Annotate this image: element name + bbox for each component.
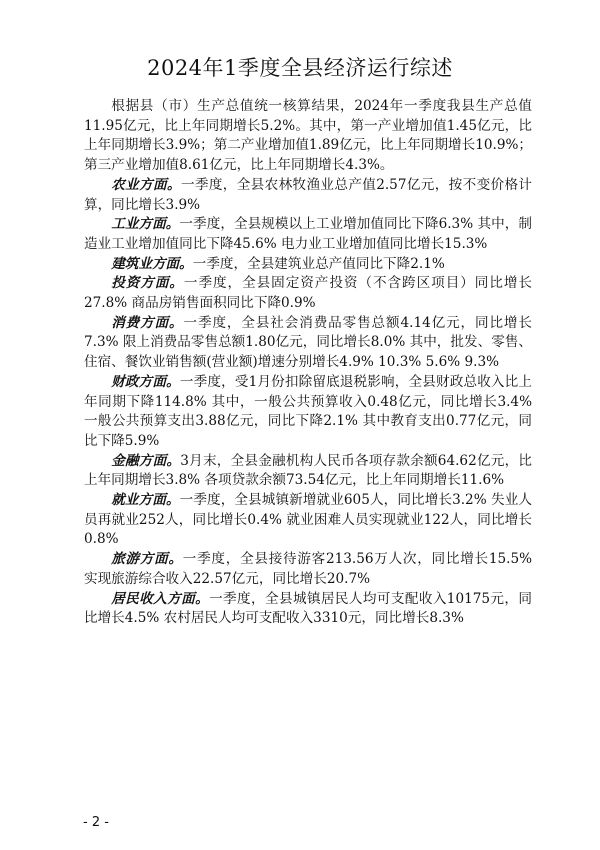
paragraph-agriculture xyxy=(84,176,532,215)
paragraph-employment xyxy=(84,491,532,550)
paragraph-text: 根据县（市）生产总值统一核算结果，2024年一季度我县生产总值11.95亿元，比上年同期增长5.2%。其中，第一产业增加值1.45亿元，比上年同期增长3.9%；第二产业增加值1.89亿元，比上年同期增长10.9%；第三产业增加值8.61亿元，比上年同期增长4.3%。 xyxy=(84,98,532,174)
paragraph-industry xyxy=(84,215,532,254)
paragraph-heading: 金融方面。 xyxy=(111,452,181,469)
paragraph-income xyxy=(84,590,532,629)
paragraph-heading: 工业方面。 xyxy=(111,216,180,233)
paragraph-summary xyxy=(84,97,532,176)
paragraph-heading: 建筑业方面。 xyxy=(111,255,193,272)
paragraph-text: 一季度，全县固定资产投资（不含跨区项目）同比增长27.8% 商品房销售面积同比下降0.9% xyxy=(84,275,532,312)
paragraph-heading: 旅游方面。 xyxy=(111,551,183,568)
paragraph-text: 一季度，全县规模以上工业增加值同比下降6.3% 其中，制造业工业增加值同比下降45.6% 电力业工业增加值同比增长15.3% xyxy=(84,216,533,252)
page-number: - 2 - xyxy=(83,815,109,830)
paragraph-text: 一季度，受1月份扣除留底退税影响，全县财政总收入比上年同期下降114.8% 其中，一般公共预算收入0.48亿元，同比增长3.4% 一般公共预算支出3.88亿元，同比下降2.1% 其中教育支出0.77亿元，同比下降5.9% xyxy=(84,373,533,449)
paragraph-text: 一季度，全县农林牧渔业总产值2.57亿元，按不变价格计算，同比增长3.9% xyxy=(84,176,533,213)
paragraph-text: 一季度，全县接待游客213.56万人次，同比增长15.5% 实现旅游综合收入22.57亿元，同比增长20.7% xyxy=(84,551,533,587)
paragraph-finance-fiscal xyxy=(84,373,532,452)
paragraph-investment xyxy=(84,274,532,313)
paragraph-text: 一季度，全县建筑业总产值同比下降2.1% xyxy=(192,255,445,272)
paragraph-heading: 就业方面。 xyxy=(111,492,180,509)
document-title: 2024年1季度全县经济运行综述 xyxy=(147,56,453,80)
document-body xyxy=(84,97,532,629)
paragraph-tourism xyxy=(84,550,532,589)
paragraph-heading: 消费方面。 xyxy=(111,314,184,331)
paragraph-banking xyxy=(84,452,532,491)
paragraph-consumption xyxy=(84,314,532,373)
paragraph-text: 一季度，全县城镇新增就业605人，同比增长3.2% 失业人员再就业252人，同比增长0.4% 就业困难人员实现就业122人，同比增长0.8% xyxy=(84,492,532,548)
paragraph-heading: 财政方面。 xyxy=(111,373,180,390)
paragraph-heading: 农业方面。 xyxy=(111,176,181,193)
paragraph-text: 一季度，全县社会消费品零售总额4.14亿元，同比增长7.3% 限上消费品零售总额1.80亿元，同比增长8.0% 其中，批发、零售、住宿、餐饮业销售额(营业额)增速分别增长4.9% 10.3% 5.6% 9.3% xyxy=(84,314,532,371)
paragraph-text: 3月末，全县金融机构人民币各项存款余额64.62亿元，比上年同期增长3.8% 各项贷款余额73.54亿元，比上年同期增长11.6% xyxy=(84,452,532,489)
paragraph-construction xyxy=(84,255,532,275)
paragraph-heading: 居民收入方面。 xyxy=(111,590,210,607)
paragraph-heading: 投资方面。 xyxy=(111,275,184,292)
paragraph-text: 一季度，全县城镇居民人均可支配收入10175元，同比增长4.5% 农村居民人均可支配收入3310元，同比增长8.3% xyxy=(84,590,532,627)
